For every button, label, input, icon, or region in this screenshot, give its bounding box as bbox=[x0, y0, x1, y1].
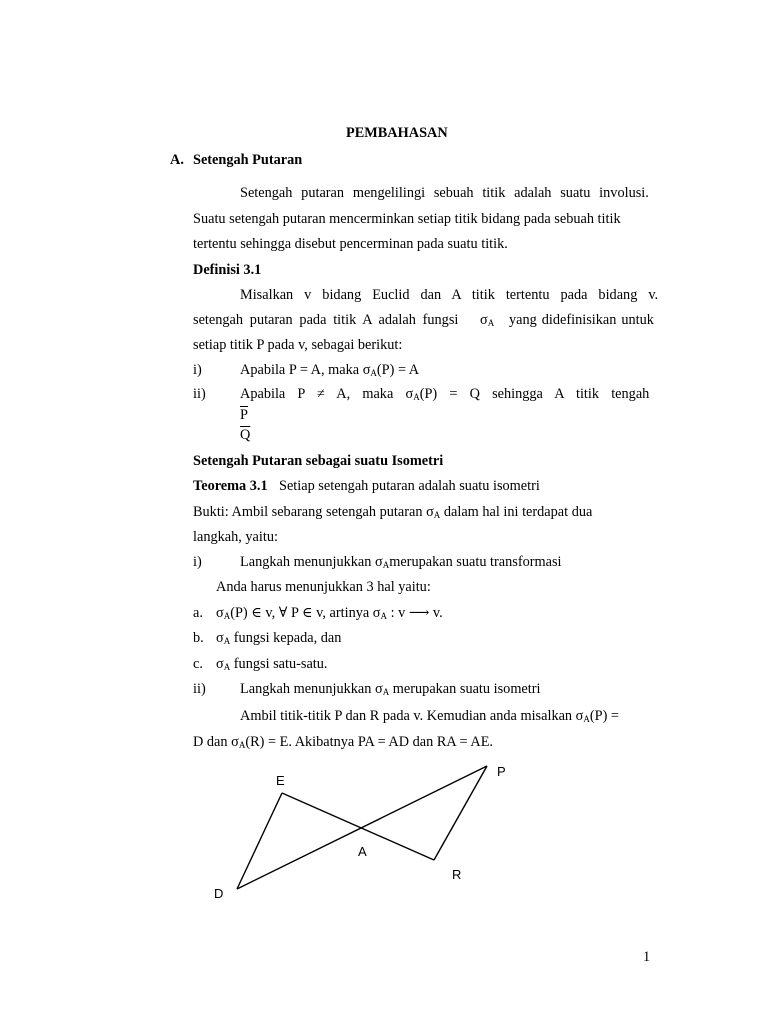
segment-p-d bbox=[237, 766, 487, 889]
item-a-text: $\sigma_A(P)$ ∈ v, ∀ P ∈ v, artinya $\sigma_A$ : v ⟶ v. bbox=[216, 605, 443, 621]
overline-q: $\overline{Q}$ bbox=[240, 427, 251, 443]
overline-p: $\overline{P}$ bbox=[240, 407, 248, 423]
theorem-label: Teorema 3.1 bbox=[193, 478, 268, 494]
segment-r-p bbox=[434, 766, 487, 860]
definition-line-2a: setengah putaran pada titik A adalah fungsi bbox=[193, 312, 459, 328]
figure-label-e: E bbox=[276, 773, 285, 788]
page-number: 1 bbox=[643, 949, 651, 965]
segment-d-e bbox=[237, 793, 282, 889]
definition-line-2b: yang didefinisikan untuk bbox=[509, 312, 654, 328]
section-title: Setengah Putaran bbox=[193, 152, 303, 168]
step-2-line-2: D dan $\sigma_A(R) = E$. Akibatnya PA = AD dan RA = AE. bbox=[193, 734, 493, 750]
figure-label-r: R bbox=[452, 867, 462, 882]
intro-line-3: tertentu sehingga disebut pencerminan pada suatu titik. bbox=[193, 236, 508, 252]
theorem-text: Setiap setengah putaran adalah suatu isometri bbox=[279, 478, 540, 494]
step-1-label: i) bbox=[193, 554, 202, 570]
definition-line-1: Misalkan v bidang Euclid dan A titik tertentu pada bidang v. bbox=[240, 287, 659, 303]
figure-label-a: A bbox=[358, 844, 367, 859]
isometry-title: Setengah Putaran sebagai suatu Isometri bbox=[193, 453, 444, 469]
proof-line-2: langkah, yaitu: bbox=[193, 529, 278, 545]
step-2-line-1: Ambil titik-titik P dan R pada v. Kemudian anda misalkan $\sigma_A(P)$ = bbox=[240, 708, 619, 724]
step-2-text: Langkah menunjukkan $\sigma_A$ merupakan suatu isometri bbox=[240, 681, 541, 697]
sigma-a-inline: $\sigma_A$ bbox=[480, 312, 495, 328]
step-2-label: ii) bbox=[193, 681, 206, 697]
definition-item-2-label: ii) bbox=[193, 386, 206, 402]
step-1-sub: Anda harus menunjukkan 3 hal yaitu: bbox=[216, 579, 431, 595]
proof-line-1: Bukti: Ambil sebarang setengah putaran $\sigma_A$ dalam hal ini terdapat dua bbox=[193, 504, 593, 520]
definition-item-1-label: i) bbox=[193, 362, 202, 378]
intro-line-2: Suatu setengah putaran mencerminkan setiap titik bidang pada sebuah titik bbox=[193, 211, 621, 227]
page-heading: PEMBAHASAN bbox=[346, 125, 448, 141]
item-a-label: a. bbox=[193, 605, 203, 621]
item-b-label: b. bbox=[193, 630, 204, 646]
item-c-label: c. bbox=[193, 656, 203, 672]
figure-label-d: D bbox=[214, 886, 224, 901]
definition-item-2-text: Apabila P ≠ A, maka $\sigma_A(P) = Q$ sehingga A titik tengah bbox=[240, 386, 650, 402]
figure-label-p: P bbox=[497, 764, 506, 779]
item-b-text: $\sigma_A$ fungsi kepada, dan bbox=[216, 630, 342, 646]
section-letter: A. bbox=[170, 152, 184, 168]
step-1-text: Langkah menunjukkan $\sigma_Amerupakan$ suatu transformasi bbox=[240, 554, 562, 570]
item-c-text: $\sigma_A$ fungsi satu-satu. bbox=[216, 656, 328, 672]
definition-title: Definisi 3.1 bbox=[193, 262, 262, 278]
intro-line-1-text: Setengah putaran mengelilingi sebuah titik adalah suatu involusi. bbox=[240, 185, 649, 201]
definition-item-1-text: Apabila P = A, maka $\sigma_A(P) = A$ bbox=[240, 362, 420, 378]
definition-line-3: setiap titik P pada v, sebagai berikut: bbox=[193, 337, 403, 353]
